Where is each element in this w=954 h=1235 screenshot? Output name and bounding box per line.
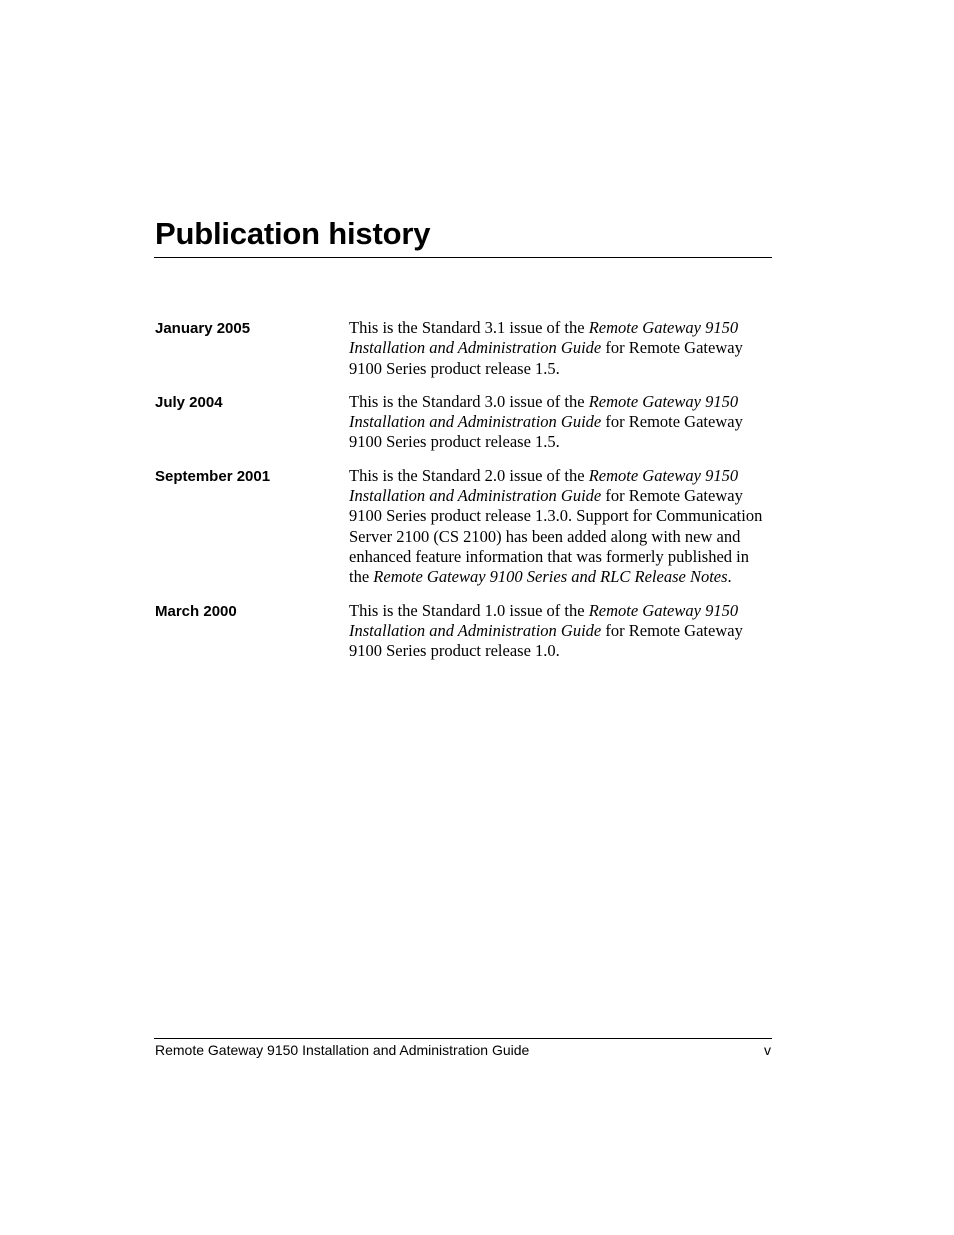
entry-guide-title: Remote Gateway 9150 Installation and Administration Guide: [349, 318, 739, 358]
entry-text: for Remote Gateway 9100 Series product release 1.5.: [349, 338, 743, 378]
entry-date: September 2001: [155, 467, 271, 485]
history-entry: [155, 601, 772, 662]
entry-guide-title: Remote Gateway 9150 Installation and Administration Guide: [349, 391, 739, 432]
entry-text: for Remote Gateway 9100 Series product release 1.0.: [349, 620, 743, 661]
entry-text: .: [727, 567, 732, 587]
entry-text: This is the Standard 3.1 issue of the: [349, 318, 589, 337]
entry-text: This is the Standard 1.0 issue of the: [349, 600, 589, 620]
entry-date: March 2000: [155, 602, 237, 620]
footer-divider: [154, 1038, 772, 1039]
footer-page-number: v: [764, 1042, 771, 1058]
entry-description: [349, 392, 772, 453]
footer-document-title: Remote Gateway 9150 Installation and Administration Guide: [155, 1042, 530, 1058]
entry-release-notes-title: Remote Gateway 9100 Series and RLC Release Notes: [373, 567, 728, 587]
entry-text: This is the Standard 2.0 issue of the: [349, 465, 589, 485]
entry-description: [349, 601, 772, 662]
entry-description: [349, 466, 772, 588]
entry-text: This is the Standard 3.0 issue of the: [349, 391, 589, 411]
entry-guide-title: Remote Gateway 9150 Installation and Administration Guide: [349, 600, 739, 640]
entry-text: for Remote Gateway 9100 Series product release 1.3.0. Support for Communication Server 2100 (CS 2100) has been added along with new and enhanced feature information that was formerly published in the: [349, 486, 763, 587]
publication-history-list: [155, 318, 772, 674]
history-entry: [155, 392, 772, 453]
entry-description: [349, 318, 772, 379]
entry-guide-title: Remote Gateway 9150 Installation and Administration Guide: [349, 465, 739, 506]
entry-date: July 2004: [155, 393, 223, 411]
history-entry: [155, 318, 772, 379]
title-divider: [154, 257, 772, 258]
history-entry: [155, 466, 772, 588]
page-title: Publication history: [155, 216, 431, 251]
entry-date: January 2005: [155, 320, 251, 337]
entry-text: for Remote Gateway 9100 Series product release 1.5.: [349, 412, 743, 452]
